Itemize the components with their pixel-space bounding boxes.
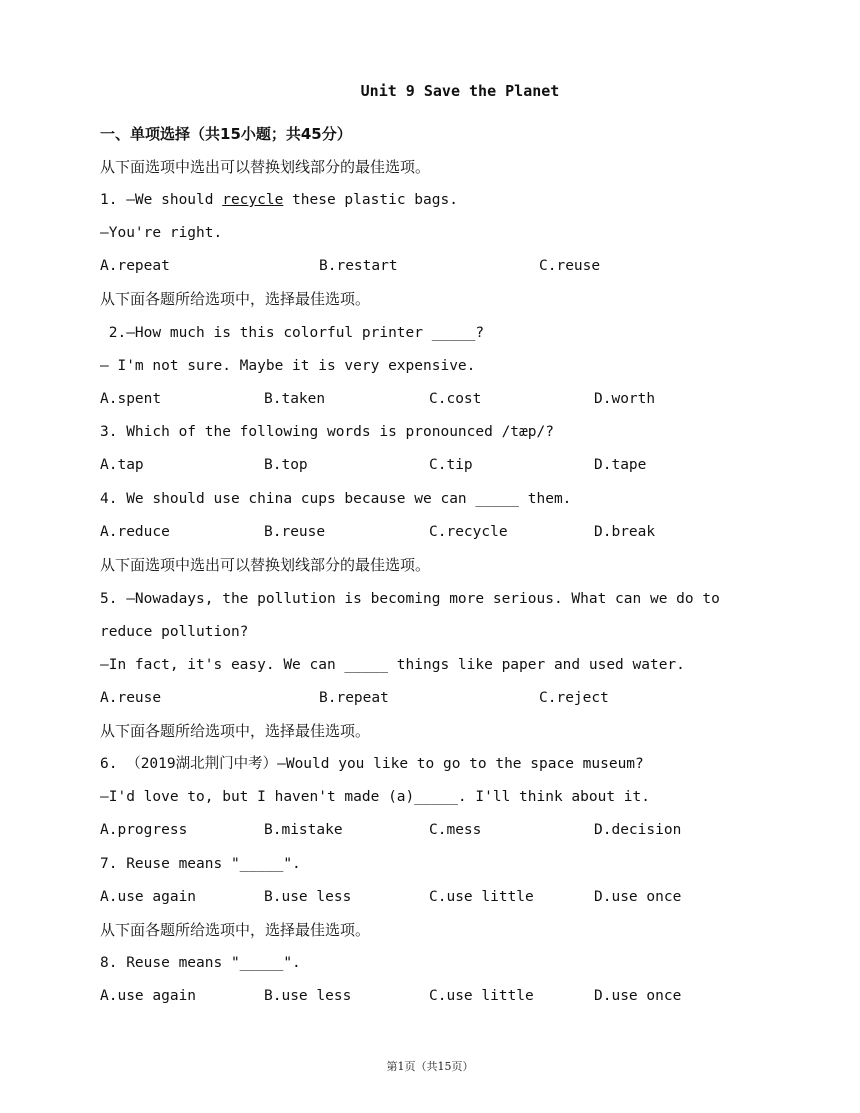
option-b[interactable]: B.mistake xyxy=(264,822,343,838)
option-c[interactable]: C.use little xyxy=(429,889,534,905)
question-7: 7. Reuse means "_____". xyxy=(100,856,301,872)
option-b[interactable]: B.reuse xyxy=(264,524,326,540)
option-c[interactable]: C.mess xyxy=(429,822,482,838)
option-b[interactable]: B.use less xyxy=(264,988,352,1004)
option-d[interactable]: D.worth xyxy=(594,391,656,407)
option-b[interactable]: B.taken xyxy=(264,391,326,407)
question-6-reply: —I'd love to, but I haven't made (a)_____. I'll think about it. xyxy=(100,789,650,805)
option-a[interactable]: A.reuse xyxy=(100,690,162,706)
option-c[interactable]: C.reuse xyxy=(539,258,601,274)
option-c[interactable]: C.recycle xyxy=(429,524,508,540)
option-d[interactable]: D.tape xyxy=(594,457,647,473)
instruction-choose: 从下面各题所给选项中，选择最佳选项。 xyxy=(100,921,371,939)
question-2-reply: — I'm not sure. Maybe it is very expensive. xyxy=(100,358,476,374)
option-a[interactable]: A.use again xyxy=(100,988,197,1004)
instruction-replace: 从下面选项中选出可以替换划线部分的最佳选项。 xyxy=(100,158,431,176)
instruction-choose: 从下面各题所给选项中，选择最佳选项。 xyxy=(100,722,371,740)
option-b[interactable]: B.repeat xyxy=(319,690,389,706)
option-b[interactable]: B.use less xyxy=(264,889,352,905)
question-5-reply: —In fact, it's easy. We can _____ things like paper and used water. xyxy=(100,657,685,673)
question-4: 4. We should use china cups because we can _____ them. xyxy=(100,491,572,507)
option-d[interactable]: D.break xyxy=(594,524,656,540)
option-a[interactable]: A.use again xyxy=(100,889,197,905)
question-1-text-end: these plastic bags. xyxy=(283,192,458,208)
option-c[interactable]: C.use little xyxy=(429,988,534,1004)
option-a[interactable]: A.repeat xyxy=(100,258,170,274)
question-1 xyxy=(100,190,458,210)
option-a[interactable]: A.reduce xyxy=(100,524,170,540)
question-5: 5. —Nowadays, the pollution is becoming more serious. What can we do to xyxy=(100,591,720,607)
question-1-reply: —You're right. xyxy=(100,225,223,241)
question-2: 2.—How much is this colorful printer _____? xyxy=(100,325,485,341)
section-heading: 一、单项选择（共15小题；共45分） xyxy=(100,125,352,143)
question-1-text: 1. —We should xyxy=(100,192,223,208)
question-6: 6. （2019湖北荆门中考）—Would you like to go to the space museum? xyxy=(100,756,644,772)
instruction-choose: 从下面各题所给选项中，选择最佳选项。 xyxy=(100,290,371,308)
option-d[interactable]: D.use once xyxy=(594,889,682,905)
option-d[interactable]: D.use once xyxy=(594,988,682,1004)
option-a[interactable]: A.progress xyxy=(100,822,188,838)
option-b[interactable]: B.restart xyxy=(319,258,398,274)
option-c[interactable]: C.tip xyxy=(429,457,473,473)
question-3: 3. Which of the following words is pronounced /tæp/? xyxy=(100,424,554,440)
underlined-word: recycle xyxy=(222,192,284,208)
option-c[interactable]: C.cost xyxy=(429,391,482,407)
option-a[interactable]: A.spent xyxy=(100,391,162,407)
option-d[interactable]: D.decision xyxy=(594,822,682,838)
instruction-replace: 从下面选项中选出可以替换划线部分的最佳选项。 xyxy=(100,556,431,574)
question-5-continued: reduce pollution? xyxy=(100,624,249,640)
page-footer: 第1页（共15页） xyxy=(386,1060,474,1073)
question-8: 8. Reuse means "_____". xyxy=(100,955,301,971)
page-title: Unit 9 Save the Planet xyxy=(360,82,560,100)
option-b[interactable]: B.top xyxy=(264,457,308,473)
option-a[interactable]: A.tap xyxy=(100,457,144,473)
option-c[interactable]: C.reject xyxy=(539,690,609,706)
